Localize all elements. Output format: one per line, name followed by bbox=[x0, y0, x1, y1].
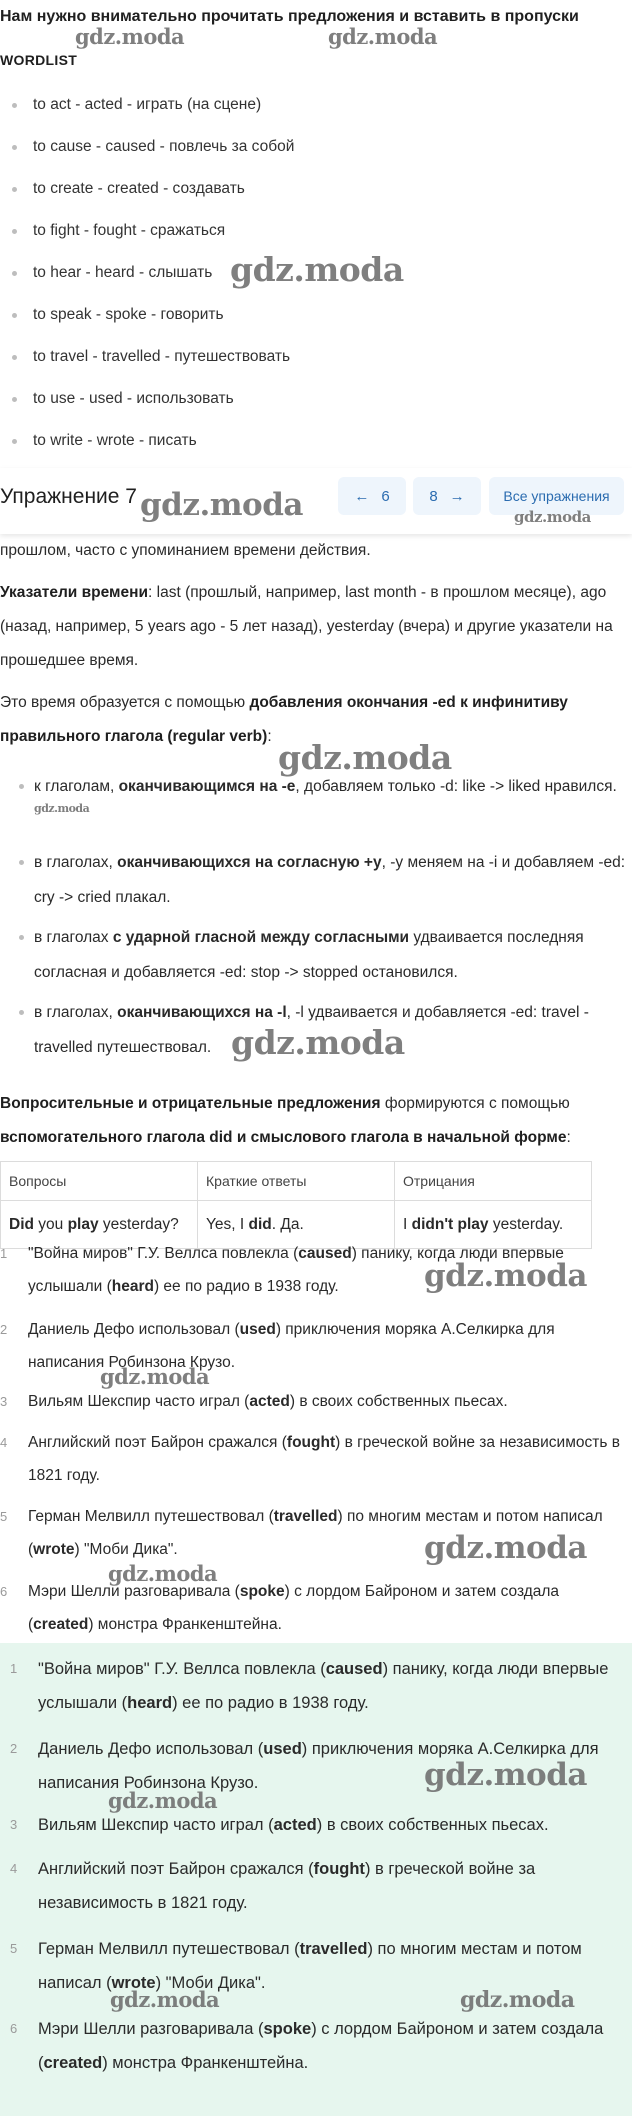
answer-text: ) в греческой войне за независимость в 1821 году. bbox=[38, 1860, 536, 1912]
answer-text: ) по многим местам и потом написал ( bbox=[28, 1508, 603, 1558]
answer-bold: used bbox=[239, 1321, 276, 1338]
answer-bold: heard bbox=[111, 1278, 154, 1295]
answer-number: 5 bbox=[10, 1941, 18, 1956]
bullet-icon bbox=[19, 784, 24, 789]
answer-bold: fought bbox=[286, 1434, 336, 1451]
intro-text: Нам нужно внимательно прочитать предложения и вставить в пропуски bbox=[0, 8, 579, 25]
answer-text: Английский поэт Байрон сражался ( bbox=[28, 1434, 287, 1451]
answer-number: 5 bbox=[0, 1509, 8, 1524]
formation-colon: : bbox=[267, 728, 272, 745]
watermark: gdz.moda bbox=[514, 508, 591, 526]
questions-colon: : bbox=[566, 1129, 571, 1146]
wordlist-item bbox=[0, 126, 294, 168]
answer-bold: acted bbox=[273, 1816, 317, 1834]
rule-bullet-text: , добавляем только -d: like -> liked нравился. bbox=[295, 778, 617, 795]
answer-bold: caused bbox=[325, 1660, 383, 1678]
watermark: gdz.moda bbox=[100, 1364, 210, 1389]
wordlist-item-text: to create - created - создавать bbox=[33, 180, 245, 197]
answer-bold: heard bbox=[127, 1694, 173, 1712]
watermark: gdz.moda bbox=[278, 738, 452, 777]
answer-bold: created bbox=[43, 2054, 103, 2072]
answer-bold: acted bbox=[249, 1393, 290, 1410]
wordlist-item bbox=[0, 378, 294, 420]
wordlist-item-text: to use - used - использовать bbox=[33, 390, 234, 407]
watermark: gdz.moda bbox=[75, 24, 185, 49]
bullet-icon bbox=[12, 355, 17, 360]
watermark: gdz.moda bbox=[231, 1023, 405, 1062]
wordlist-item bbox=[0, 210, 294, 252]
questions-bold: Вопросительные и отрицательные предложения bbox=[0, 1095, 381, 1112]
wordlist-item-text: to cause - caused - повлечь за собой bbox=[33, 138, 295, 155]
wordlist-item-text: to speak - spoke - говорить bbox=[33, 306, 224, 323]
table-header-cell: Отрицания bbox=[395, 1162, 592, 1201]
answer-text: ) по многим местам и потом написал ( bbox=[38, 1940, 582, 1992]
cell-text: you bbox=[33, 1215, 68, 1233]
answer-number: 4 bbox=[10, 1861, 18, 1876]
rule-bullet-bold: оканчивающимся на -e bbox=[118, 778, 296, 795]
watermark: gdz.moda bbox=[140, 487, 303, 523]
bullet-icon bbox=[12, 187, 17, 192]
cell-text: yesterday. bbox=[488, 1215, 564, 1233]
rule-bullet-text: в глаголах, bbox=[34, 854, 118, 871]
formation-bold: добавления окончания -ed к инфинитиву правильного глагола (regular verb) bbox=[0, 694, 568, 745]
answer-item bbox=[0, 1426, 628, 1492]
answer-text: Герман Мелвилл путешествовал ( bbox=[28, 1508, 274, 1525]
watermark: gdz.moda bbox=[460, 1987, 575, 2013]
arrow-left-icon: ← bbox=[354, 487, 370, 505]
formation-text: Это время образуется с помощью bbox=[0, 694, 250, 711]
watermark: gdz.moda bbox=[424, 1530, 587, 1566]
answer-bold: used bbox=[263, 1740, 302, 1758]
answer-bold: created bbox=[33, 1616, 89, 1633]
answer-bold: wrote bbox=[33, 1541, 75, 1558]
answer-number: 4 bbox=[0, 1435, 8, 1450]
rule-bullet-bold: оканчивающихся на -l bbox=[117, 1004, 287, 1021]
bullet-icon bbox=[12, 145, 17, 150]
arrow-right-icon: → bbox=[449, 487, 465, 505]
answer-item bbox=[0, 1385, 628, 1418]
answer-text: ) с лордом Байроном и затем создала ( bbox=[38, 2020, 604, 2072]
wordlist-item-text: to travel - travelled - путешествовать bbox=[33, 348, 291, 365]
rule-bullet-text: в глаголах, bbox=[34, 1004, 118, 1021]
bullet-icon bbox=[12, 397, 17, 402]
watermark: gdz.moda bbox=[108, 1561, 218, 1586]
wordlist-item bbox=[0, 294, 294, 336]
answer-number: 1 bbox=[0, 1246, 8, 1261]
rule-bullet-bold: с ударной гласной между согласными bbox=[112, 929, 410, 946]
answer-text: ) монстра Франкенштейна. bbox=[88, 1616, 282, 1633]
answer-text: Мэри Шелли разговаривала ( bbox=[38, 2020, 264, 2038]
answer-text: ) монстра Франкенштейна. bbox=[102, 2054, 309, 2072]
watermark: gdz.moda bbox=[110, 1987, 220, 2012]
wordlist-item bbox=[0, 420, 294, 462]
wordlist-item-text: to act - acted - играть (на сцене) bbox=[33, 96, 262, 113]
answer-number: 1 bbox=[10, 1661, 18, 1676]
answer-text: Даниель Дефо использовал ( bbox=[38, 1740, 264, 1758]
time-markers-paragraph bbox=[0, 576, 630, 678]
answer-item bbox=[10, 1652, 628, 1720]
rule-partial-line: прошлом, часто с упоминанием времени действия. bbox=[0, 542, 371, 559]
questions-text: формируются с помощью bbox=[380, 1095, 570, 1112]
answer-number: 2 bbox=[0, 1322, 8, 1337]
wordlist-item-text: to write - wrote - писать bbox=[33, 432, 197, 449]
answer-item bbox=[10, 1808, 628, 1842]
bullet-icon bbox=[12, 229, 17, 234]
answer-text: ) приключения моряка А.Селкирка для написания Робинзона Крузо. bbox=[28, 1321, 555, 1371]
watermark: gdz.moda bbox=[230, 250, 404, 289]
rule-bullet bbox=[34, 920, 629, 990]
answer-text: ) панику, когда люди впервые услышали ( bbox=[38, 1660, 609, 1712]
table-header-row bbox=[1, 1162, 592, 1201]
watermark: gdz.moda bbox=[424, 1757, 587, 1793]
bullet-icon bbox=[12, 271, 17, 276]
answer-item bbox=[10, 1852, 628, 1920]
answer-text: Герман Мелвилл путешествовал ( bbox=[38, 1940, 300, 1958]
answer-text: Английский поэт Байрон сражался ( bbox=[38, 1860, 314, 1878]
wordlist-item bbox=[0, 84, 294, 126]
bullet-icon bbox=[12, 313, 17, 318]
answer-number: 6 bbox=[0, 1584, 8, 1599]
answer-text: "Война миров" Г.У. Веллса повлекла ( bbox=[38, 1660, 326, 1678]
wordlist-title: WORDLIST bbox=[0, 52, 78, 68]
answer-text: ) "Моби Дика". bbox=[74, 1541, 178, 1558]
answer-bold: travelled bbox=[273, 1508, 338, 1525]
rule-bullet-text: , -l удваивается и добавляется -ed: travel - travelled путешествовал. bbox=[34, 1004, 589, 1056]
cell-bold: Did bbox=[9, 1215, 34, 1233]
watermark: gdz.moda bbox=[34, 802, 90, 815]
prev-exercise-label: 6 bbox=[381, 487, 390, 505]
answer-text: ) панику, когда люди впервые услышали ( bbox=[28, 1245, 564, 1295]
answer-text: ) ее по радио в 1938 году. bbox=[172, 1694, 369, 1712]
answer-bold: travelled bbox=[299, 1940, 368, 1958]
cell-text: I bbox=[403, 1215, 412, 1233]
bullet-icon bbox=[12, 103, 17, 108]
wordlist-item bbox=[0, 168, 294, 210]
answer-text: ) в своих собственных пьесах. bbox=[289, 1393, 508, 1410]
answer-bold: caused bbox=[298, 1245, 352, 1262]
answer-text: ) в своих собственных пьесах. bbox=[316, 1816, 549, 1834]
rule-bullet bbox=[34, 845, 629, 915]
answer-text: ) приключения моряка А.Селкирка для написания Робинзона Крузо. bbox=[38, 1740, 599, 1792]
questions-paragraph bbox=[0, 1087, 630, 1155]
wordlist-item-text: to fight - fought - сражаться bbox=[33, 222, 226, 239]
answer-bold: spoke bbox=[239, 1583, 285, 1600]
answer-bold: spoke bbox=[263, 2020, 312, 2038]
rule-bullet-bold: оканчивающихся на согласную +y bbox=[117, 854, 382, 871]
bullet-icon bbox=[19, 860, 24, 865]
exercise-title: Упражнение 7 bbox=[0, 485, 137, 508]
cell-bold: did bbox=[248, 1215, 272, 1233]
grammar-table bbox=[0, 1161, 592, 1249]
questions-bold-2: вспомогательного глагола did и смыслового глагола в начальной форме bbox=[0, 1129, 567, 1146]
cell-text: yesterday? bbox=[98, 1215, 179, 1233]
answer-bold: fought bbox=[313, 1860, 365, 1878]
bullet-icon bbox=[19, 935, 24, 940]
time-markers-heading: Указатели времени bbox=[0, 584, 149, 601]
answer-text: Вильям Шекспир часто играл ( bbox=[28, 1393, 250, 1410]
answer-number: 6 bbox=[10, 2021, 18, 2036]
bullet-icon bbox=[12, 439, 17, 444]
table-header-cell: Краткие ответы bbox=[198, 1162, 395, 1201]
watermark: gdz.moda bbox=[108, 1788, 218, 1813]
answer-item bbox=[10, 2012, 628, 2080]
wordlist-item-text: to hear - heard - слышать bbox=[33, 264, 213, 281]
cell-bold: play bbox=[67, 1215, 99, 1233]
cell-bold: didn't play bbox=[411, 1215, 489, 1233]
answer-number: 3 bbox=[10, 1817, 18, 1832]
answer-text: "Война миров" Г.У. Веллса повлекла ( bbox=[28, 1245, 299, 1262]
all-exercises-label: Все упражнения bbox=[503, 488, 610, 504]
answer-text: ) ее по радио в 1938 году. bbox=[153, 1278, 339, 1295]
answer-text: ) "Моби Дика". bbox=[155, 1974, 266, 1992]
cell-text: . Да. bbox=[271, 1215, 304, 1233]
next-exercise-label: 8 bbox=[429, 487, 438, 505]
answer-number: 3 bbox=[0, 1394, 8, 1409]
answer-number: 2 bbox=[10, 1741, 18, 1756]
watermark: gdz.moda bbox=[328, 24, 438, 49]
rule-bullet-text: к глаголам, bbox=[34, 778, 119, 795]
answer-text: ) в греческой войне за независимость в 1821 году. bbox=[28, 1434, 620, 1484]
bullet-icon bbox=[19, 1010, 24, 1015]
rule-bullet-text: в глаголах bbox=[34, 929, 113, 946]
cell-text: Yes, I bbox=[206, 1215, 249, 1233]
answer-bold: wrote bbox=[111, 1974, 156, 1992]
prev-exercise-button[interactable] bbox=[338, 477, 406, 515]
answer-text: Вильям Шекспир часто играл ( bbox=[38, 1816, 274, 1834]
wordlist-item bbox=[0, 336, 294, 378]
rule-bullet-text: , -y меняем на -i и добавляем -ed: cry -> cried плакал. bbox=[34, 854, 626, 906]
answer-text: Даниель Дефо использовал ( bbox=[28, 1321, 240, 1338]
answer-text: ) с лордом Байроном и затем создала ( bbox=[28, 1583, 560, 1633]
next-exercise-button[interactable] bbox=[413, 477, 481, 515]
rule-bullet-text: удваивается последняя согласная и добавляется -ed: stop -> stopped остановился. bbox=[34, 929, 584, 981]
time-markers-text: : last (прошлый, например, last month - в прошлом месяце), ago (назад, например, 5 years ago - 5 лет назад), yesterday (вчера) и другие указатели на прошедшее время. bbox=[0, 584, 613, 669]
answer-text: Мэри Шелли разговаривала ( bbox=[28, 1583, 240, 1600]
table-header-cell: Вопросы bbox=[1, 1162, 198, 1201]
watermark: gdz.moda bbox=[424, 1258, 587, 1294]
